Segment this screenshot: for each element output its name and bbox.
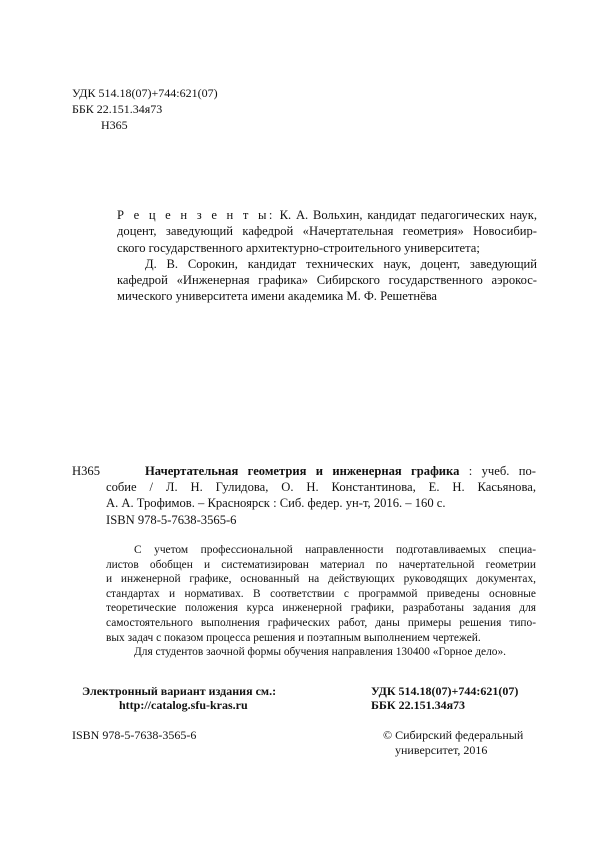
annotation-line-5: теоретические положения курса инженерной графики, разработаны задания для [106,602,536,615]
header-author-mark: Н365 [101,118,128,132]
catalog-entry-cont [106,479,536,528]
catalog-entry [145,463,536,479]
footer-isbn: ISBN 978-5-7638-3565-6 [72,728,197,742]
annotation-line-7: вых задач с показом процесса решения и поэтапным выполнением чертежей. [106,631,481,644]
catalog-mark: Н365 [72,464,100,478]
annotation-line-2: листов обобщен и систематизирован материал по начертательной геометрии [106,558,536,571]
reviewers-label: Р е ц е н з е н т ы: [117,208,275,222]
header-udk: УДК 514.18(07)+744:621(07) [72,86,218,100]
copyright-line-1: © Сибирский федеральный [383,728,524,742]
reviewer-1-line-3: ского государственного архитектурно-строительного университета; [117,240,480,255]
reviewer-1-line-2: доцент, заведующий кафедрой «Начертательная геометрия» Новосибир- [117,224,537,239]
annotation-line-3: и инженерной графике, основанный на действующих руководящих документах, [106,573,536,586]
annotation-line-6: самостоятельного выполнения графических работ, даны примеры решения типо- [106,616,536,629]
annotation-block [106,543,536,660]
annotation-line-1: С учетом профессиональной направленности подготавливаемых специа- [134,544,536,556]
annotation-audience: Для студентов заочной формы обучения направления 130400 «Горное дело». [134,646,507,659]
catalog-title: Начертательная геометрия и инженерная графика [145,464,460,478]
reviewer-2-line-3: мического университета имени академика М. Ф. Решетнёва [117,289,438,304]
footer-udk: УДК 514.18(07)+744:621(07) [371,684,519,698]
footer-bbk: ББК 22.151.34я73 [371,698,466,712]
catalog-isbn: ISBN 978-5-7638-3565-6 [106,512,237,527]
catalog-line-3: А. А. Трофимов. – Красноярск : Сиб. федер. ун-т, 2016. – 160 с. [106,496,446,511]
reviewer-1-line-1: Р е ц е н з е н т ы: К. А. Вольхин, кандидат педагогических наук, [117,208,537,222]
copyright-line-2: университет, 2016 [395,743,488,757]
catalog-line-2: собие / Л. Н. Гулидова, О. Н. Константинова, Е. Н. Касьянова, [106,480,536,494]
catalog-line-1: Начертательная геометрия и инженерная графика : учеб. по- [145,464,536,478]
header-bbk: ББК 22.151.34я73 [72,102,163,116]
annotation-line-4: стандартах и нормативах. В соответствии с программой приведены основные [106,587,536,600]
reviewer-2-line-1: Д. В. Сорокин, кандидат технических наук, доцент, заведующий [145,256,537,271]
reviewer-2-line-2: кафедрой «Инженерная графика» Сибирского государственного аэрокос- [117,273,537,288]
electronic-version-label: Электронный вариант издания см.: [82,684,277,698]
catalog-url-link[interactable]: http://catalog.sfu-kras.ru [119,698,248,712]
reviewers-block [117,207,537,305]
